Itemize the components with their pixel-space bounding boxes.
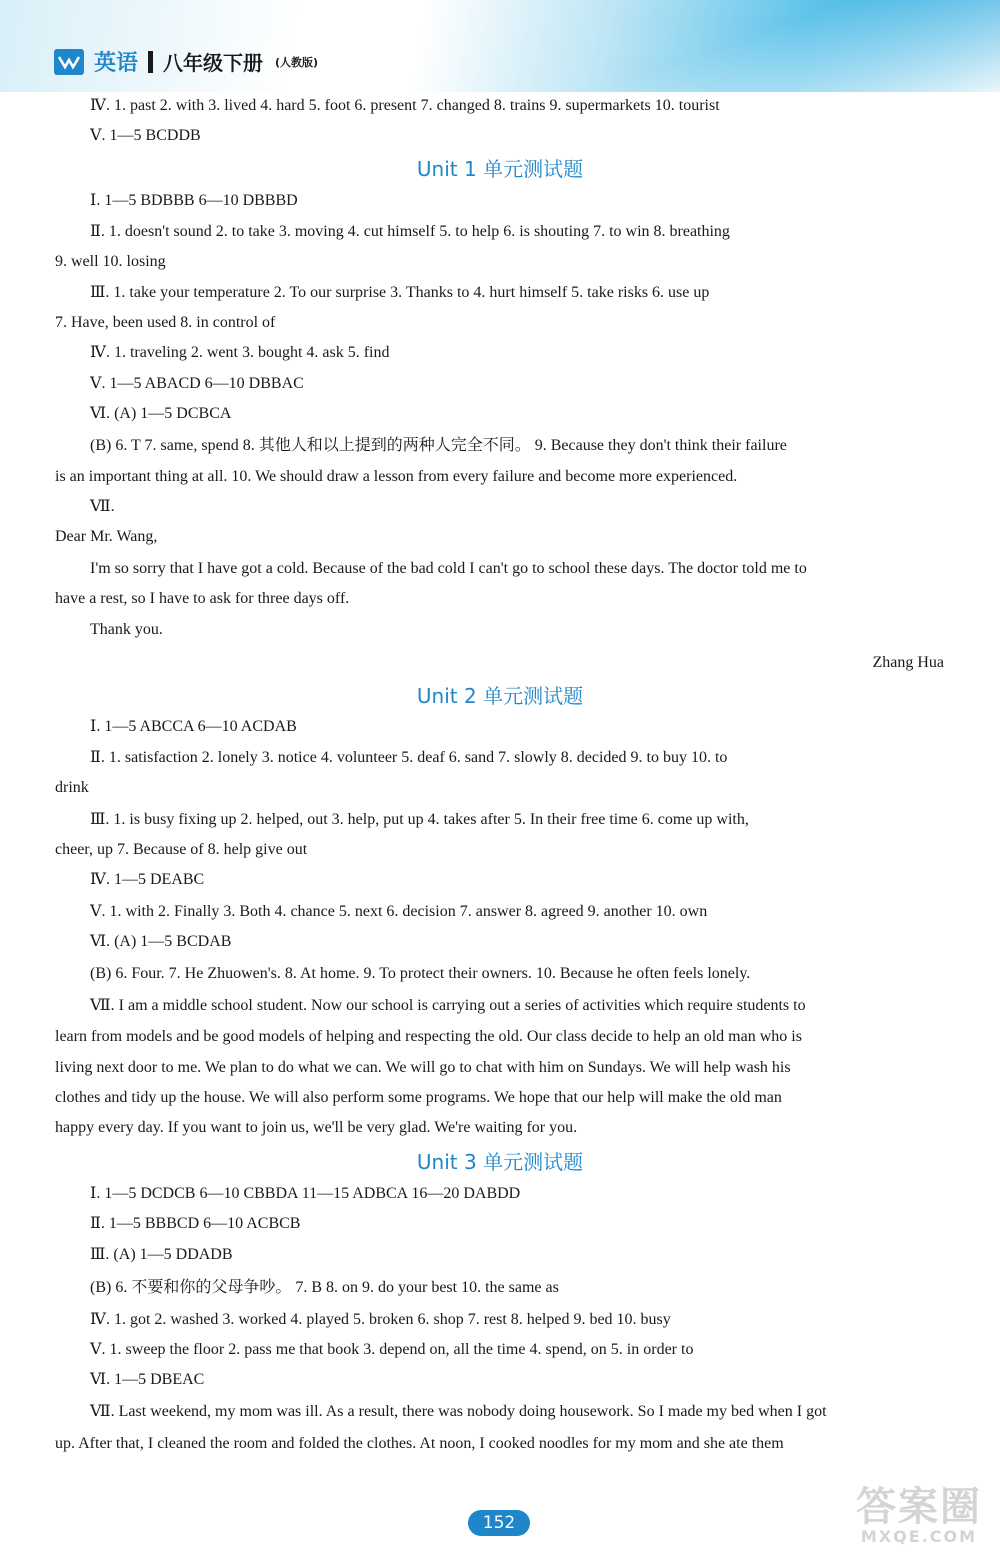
essay-line: up. After that, I cleaned the room and folded the clothes. At noon, I cooked noodles for my mom and she ate them [55, 1435, 784, 1452]
answer-line: Ⅰ. 1—5 BDBBB 6—10 DBBBD [90, 192, 298, 209]
answer-line: (B) 6. T 7. same, spend 8. 其他人和以上提到的两种人完全不同。 9. Because they don't think their failure [90, 437, 787, 454]
answer-line: 7. Have, been used 8. in control of [55, 314, 276, 331]
answer-line: Ⅲ. 1. take your temperature 2. To our surprise 3. Thanks to 4. hurt himself 5. take risks 6. use up [90, 284, 710, 301]
page-number: 152 [468, 1510, 530, 1536]
answer-line: Ⅴ. 1. with 2. Finally 3. Both 4. chance 5. next 6. decision 7. answer 8. agreed 9. another 10. own [90, 903, 708, 920]
answer-line: Ⅵ. (A) 1—5 BCDAB [90, 933, 232, 950]
answer-line: Ⅵ. (A) 1—5 DCBCA [90, 405, 232, 422]
answer-line: 9. well 10. losing [55, 253, 166, 270]
answer-line: is an important thing at all. 10. We should draw a lesson from every failure and become more experienced. [55, 468, 738, 485]
watermark-logo [844, 1486, 994, 1550]
letter-body: I'm so sorry that I have got a cold. Because of the bad cold I can't go to school these days. The doctor told me to [90, 560, 807, 577]
essay-line: Ⅶ. Last weekend, my mom was ill. As a result, there was nobody doing housework. So I made my bed when I got [90, 1403, 827, 1420]
watermark-main: 答案圈 [856, 1484, 982, 1530]
essay-line: Ⅶ. I am a middle school student. Now our school is carrying out a series of activities which require students to [90, 997, 806, 1014]
page-header [54, 46, 318, 77]
answer-line: Ⅳ. 1. traveling 2. went 3. bought 4. ask 5. find [90, 344, 390, 361]
book-logo-icon [54, 49, 84, 75]
grade-title: 八年级下册 [163, 51, 264, 75]
answer-line: Ⅰ. 1—5 ABCCA 6—10 ACDAB [90, 718, 297, 735]
unit-3-title: Unit 3 单元测试题 [416, 1150, 584, 1174]
answer-line: Ⅴ. 1. sweep the floor 2. pass me that book 3. depend on, all the time 4. spend, on 5. in order to [90, 1341, 694, 1358]
unit-2-title: Unit 2 单元测试题 [416, 684, 584, 708]
answer-line: Ⅴ. 1—5 ABACD 6—10 DBBAC [90, 375, 304, 392]
watermark-url: MXQE.COM [860, 1527, 978, 1546]
answer-line: (B) 6. Four. 7. He Zhuowen's. 8. At home. 9. To protect their owners. 10. Because he often feels lonely. [90, 965, 751, 982]
letter-body: have a rest, so I have to ask for three days off. [55, 590, 350, 607]
header-divider [148, 51, 153, 73]
answer-line: (B) 6. 不要和你的父母争吵。 7. B 8. on 9. do your best 10. the same as [90, 1279, 559, 1296]
answer-line: Ⅲ. 1. is busy fixing up 2. helped, out 3. help, put up 4. takes after 5. In their free time 6. come up with, [90, 811, 749, 828]
answer-line: Ⅴ. 1—5 BCDDB [90, 127, 201, 144]
answer-line: Ⅰ. 1—5 DCDCB 6—10 CBBDA 11—15 ADBCA 16—20 DABDD [90, 1185, 521, 1202]
answer-line: Ⅱ. 1—5 BBBCD 6—10 ACBCB [90, 1215, 301, 1232]
answer-line: Ⅳ. 1. past 2. with 3. lived 4. hard 5. foot 6. present 7. changed 8. trains 9. supermarkets 10. tourist [90, 97, 720, 114]
answer-line: Ⅳ. 1. got 2. washed 3. worked 4. played 5. broken 6. shop 7. rest 8. helped 9. bed 10. busy [90, 1311, 671, 1328]
essay-line: living next door to me. We plan to do what we can. We will go to chat with him on Sundays. We will help wash his [55, 1059, 791, 1076]
answer-line: Ⅱ. 1. satisfaction 2. lonely 3. notice 4. volunteer 5. deaf 6. sand 7. slowly 8. decided 9. to buy 10. to [90, 749, 728, 766]
letter-greeting: Dear Mr. Wang, [55, 528, 158, 545]
answer-line: Ⅱ. 1. doesn't sound 2. to take 3. moving 4. cut himself 5. to help 6. is shouting 7. to win 8. breathing [90, 223, 730, 240]
letter-signature: Zhang Hua [872, 654, 944, 671]
letter-closing: Thank you. [90, 621, 163, 638]
answer-line: cheer, up 7. Because of 8. help give out [55, 841, 308, 858]
essay-line: clothes and tidy up the house. We will also perform some programs. We hope that our help will make the old man [55, 1089, 782, 1106]
answer-line: Ⅲ. (A) 1—5 DDADB [90, 1246, 233, 1263]
subject-title: 英语 [94, 51, 139, 76]
answer-line: Ⅳ. 1—5 DEABC [90, 871, 205, 888]
answer-line: Ⅶ. [90, 498, 115, 515]
essay-line: learn from models and be good models of helping and respecting the old. Our class decide to help an old man who is [55, 1028, 802, 1045]
edition-label: (人教版) [275, 55, 319, 69]
answer-line: drink [55, 779, 89, 796]
unit-1-title: Unit 1 单元测试题 [416, 157, 584, 181]
answer-line: Ⅵ. 1—5 DBEAC [90, 1371, 205, 1388]
essay-line: happy every day. If you want to join us, we'll be very glad. We're waiting for you. [55, 1119, 578, 1136]
